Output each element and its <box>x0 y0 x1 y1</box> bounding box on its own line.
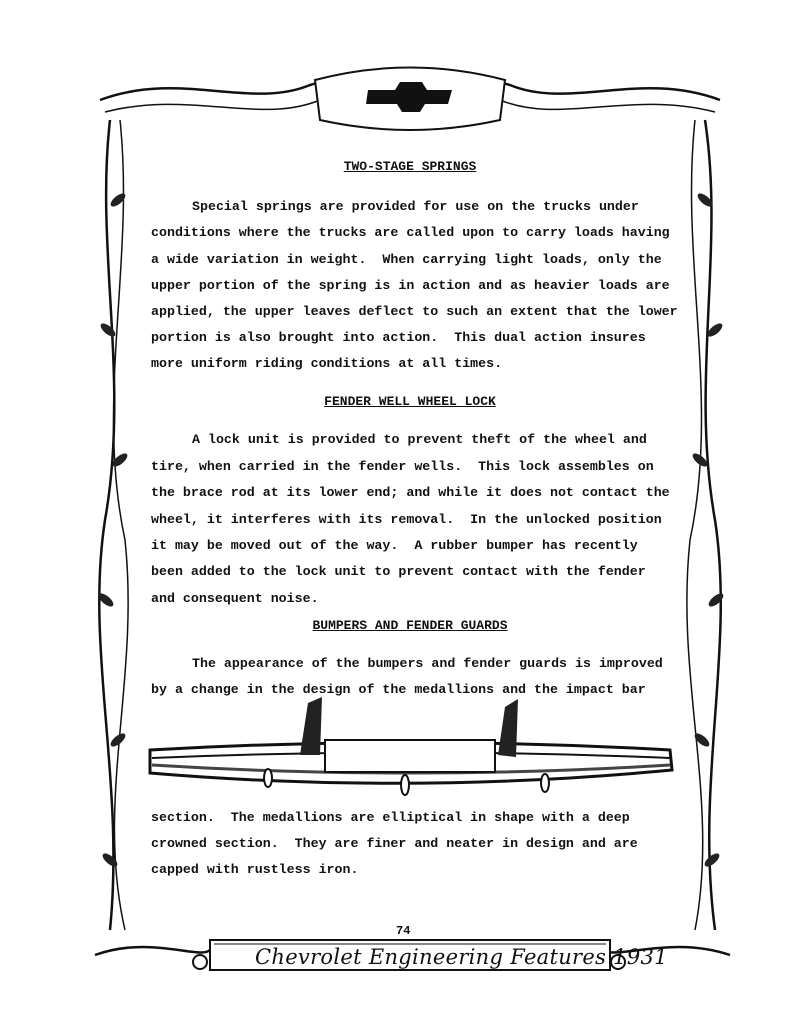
text-line: A lock unit is provided to prevent theft of the wheel and <box>192 432 647 447</box>
text-line: capped with rustless iron. <box>151 862 359 877</box>
text-line: crowned section. They are finer and neater in design and are <box>151 836 638 851</box>
section-heading: TWO-STAGE SPRINGS <box>343 159 477 174</box>
text-line: and consequent noise. <box>151 591 319 606</box>
text-line: tire, when carried in the fender wells. This lock assembles on <box>151 459 654 474</box>
text-line: section. The medallions are elliptical in shape with a deep <box>151 810 630 825</box>
text-line: portion is also brought into action. This dual action insures <box>151 330 646 345</box>
page-number: 74 <box>396 924 411 938</box>
section-heading: BUMPERS AND FENDER GUARDS <box>312 618 508 633</box>
text-line: the brace rod at its lower end; and while it does not contact the <box>151 485 670 500</box>
text-line: conditions where the trucks are called upon to carry loads having <box>151 225 670 240</box>
text-line: a wide variation in weight. When carrying light loads, only the <box>151 252 662 267</box>
chevrolet-logo <box>372 90 450 100</box>
text-line: by a change in the design of the medallions and the impact bar <box>151 682 646 697</box>
text-line: The appearance of the bumpers and fender guards is improved <box>192 656 663 671</box>
text-line: been added to the lock unit to prevent contact with the fender <box>151 564 646 579</box>
bumper-illustration <box>140 695 685 805</box>
footer-title: Chevrolet Engineering Features 1931 <box>255 945 668 969</box>
text-line: upper portion of the spring is in action and as heavier loads are <box>151 278 670 293</box>
text-line: wheel, it interferes with its removal. In the unlocked position <box>151 512 662 527</box>
text-line: Special springs are provided for use on the trucks under <box>192 199 639 214</box>
text-line: applied, the upper leaves deflect to such an extent that the lower <box>151 304 678 319</box>
section-heading: FENDER WELL WHEEL LOCK <box>324 394 496 409</box>
text-line: more uniform riding conditions at all times. <box>151 356 503 371</box>
text-line: it may be moved out of the way. A rubber bumper has recently <box>151 538 638 553</box>
